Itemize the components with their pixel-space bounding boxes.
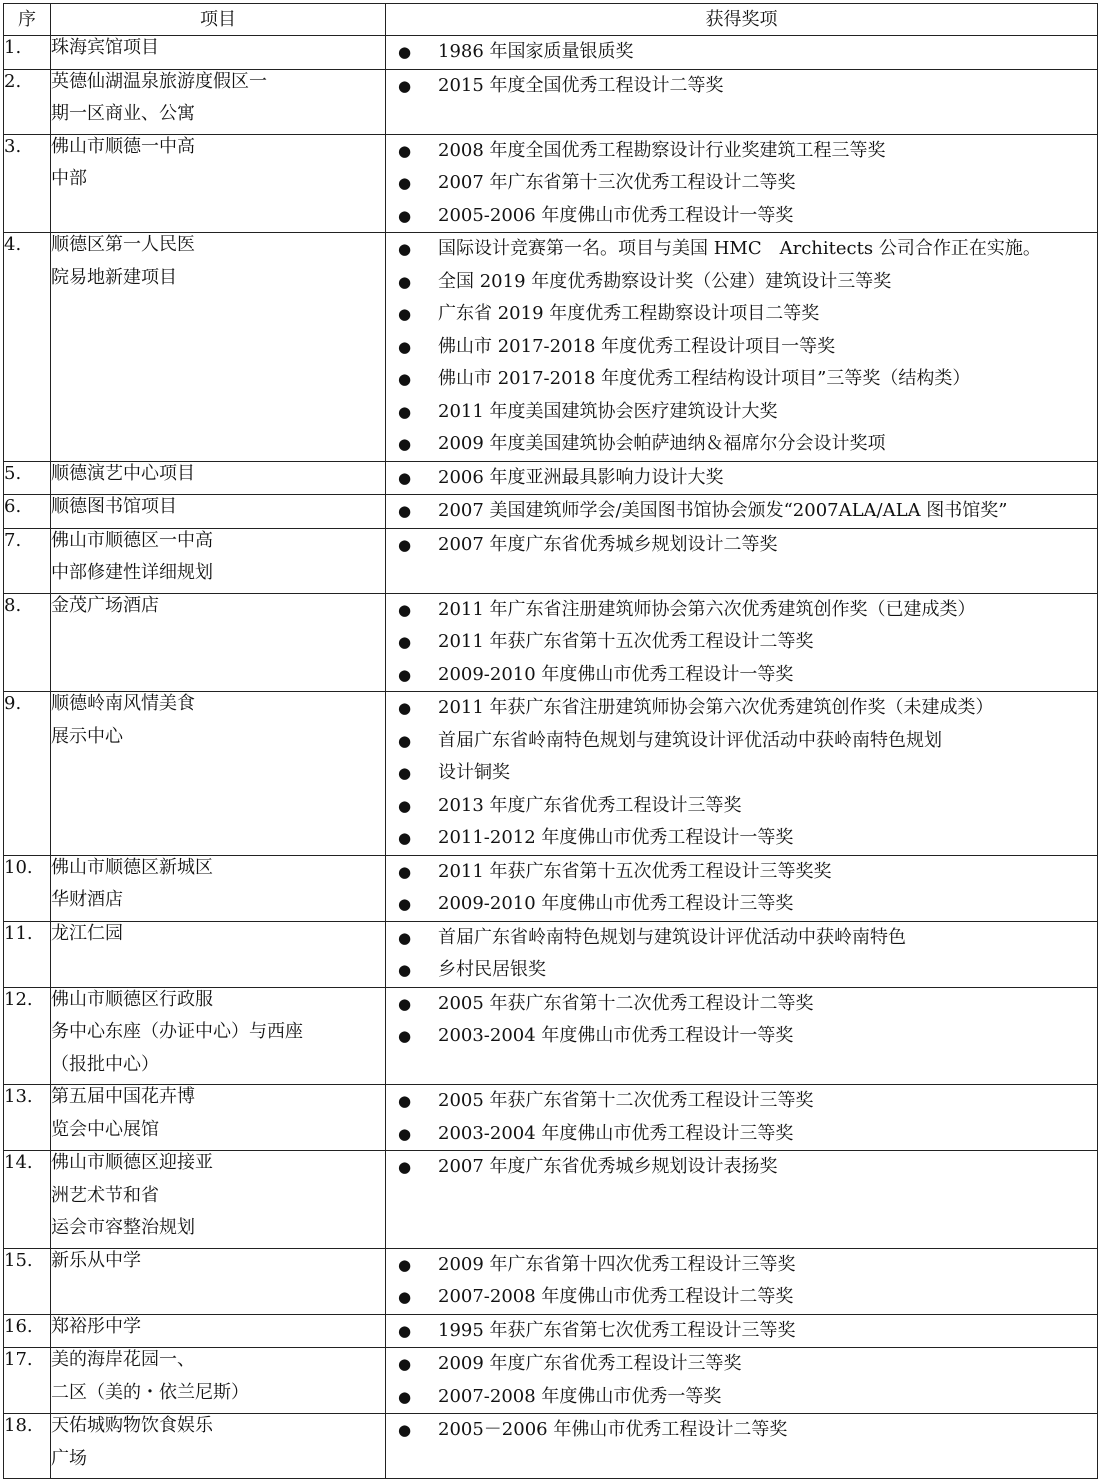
- awards-list: [386, 70, 1097, 103]
- project-name: [51, 1414, 386, 1479]
- project-name-text: 佛山市顺德区行政服 务中心东座（办证中心）与西座 （报批中心）: [51, 988, 303, 1075]
- award-text: 2013 年度广东省优秀工程设计三等奖: [438, 794, 742, 816]
- project-name-text: 佛山市顺德区迎接亚 洲艺术节和省 运会市容整治规划: [51, 1152, 213, 1238]
- award-item: [386, 331, 1097, 364]
- project-name-text: 龙江仁园: [51, 922, 123, 944]
- bullet-icon: ●: [398, 1027, 412, 1045]
- project-name: [51, 1248, 386, 1314]
- award-text: 2007 年度广东省优秀城乡规划设计二等奖: [438, 533, 778, 555]
- project-name: [51, 987, 386, 1085]
- project-name-text: 顺德演艺中心项目: [51, 462, 195, 484]
- bullet-icon: ●: [398, 141, 412, 160]
- awards-list: [386, 529, 1097, 562]
- row-number: 14.: [4, 1151, 51, 1249]
- award-item: [386, 856, 1097, 889]
- award-text: 2011 年获广东省第十五次优秀工程设计二等奖: [438, 631, 814, 652]
- award-item: [386, 396, 1097, 429]
- table-row: [4, 36, 1098, 70]
- row-number: 8.: [4, 593, 51, 692]
- awards-cell: [386, 692, 1098, 856]
- bullet-icon: ●: [398, 272, 412, 291]
- table-row: [4, 528, 1098, 593]
- award-item: [386, 167, 1097, 200]
- award-item: [386, 1315, 1097, 1348]
- awards-list: [386, 1151, 1097, 1184]
- award-item: [386, 266, 1097, 299]
- header-awards: 获得奖项: [386, 4, 1098, 36]
- awards-list: [386, 1348, 1097, 1413]
- awards-cell: [386, 593, 1098, 692]
- award-item: [386, 1151, 1097, 1184]
- project-name: [51, 495, 386, 529]
- award-item: [386, 790, 1097, 823]
- award-text: 首届广东省岭南特色规划与建筑设计评优活动中获岭南特色规划: [438, 729, 942, 751]
- award-text: 2005－2006 年佛山市优秀工程设计二等奖: [438, 1419, 788, 1440]
- award-item: [386, 70, 1097, 103]
- header-no: 序: [4, 4, 51, 36]
- table-header: [4, 4, 1098, 36]
- row-number: 2.: [4, 69, 51, 134]
- award-item: [386, 822, 1097, 855]
- awards-cell: [386, 855, 1098, 921]
- awards-cell: [386, 1348, 1098, 1414]
- project-name: [51, 921, 386, 987]
- row-number: 1.: [4, 36, 51, 70]
- awards-list: [386, 462, 1097, 495]
- bullet-icon: ●: [398, 895, 412, 913]
- bullet-icon: ●: [398, 1321, 412, 1340]
- bullet-icon: ●: [398, 699, 412, 717]
- bullet-icon: ●: [398, 1387, 412, 1406]
- award-text: 2009 年度美国建筑协会帕萨迪纳＆福席尔分会设计奖项: [438, 433, 886, 454]
- award-item: [386, 200, 1097, 233]
- award-text: 1995 年获广东省第七次优秀工程设计三等奖: [438, 1319, 796, 1341]
- project-name-text: 佛山市顺德区一中高 中部修建性详细规划: [51, 529, 213, 583]
- project-name-text: 天佑城购物饮食娱乐 广场: [51, 1415, 213, 1469]
- bullet-icon: ●: [398, 862, 412, 881]
- bullet-icon: ●: [398, 240, 412, 258]
- row-number: 9.: [4, 692, 51, 856]
- award-text: 2009 年度广东省优秀工程设计三等奖: [438, 1353, 742, 1374]
- awards-cell: [386, 528, 1098, 593]
- award-item: [386, 1381, 1097, 1414]
- award-item: [386, 626, 1097, 659]
- bullet-icon: ●: [398, 206, 412, 225]
- table-row: [4, 921, 1098, 987]
- awards-cell: [386, 1248, 1098, 1314]
- bullet-icon: ●: [398, 600, 412, 619]
- award-item: [386, 428, 1097, 461]
- awards-list: [386, 692, 1097, 855]
- award-item: [386, 363, 1097, 396]
- award-item: [386, 36, 1097, 69]
- awards-cell: [386, 987, 1098, 1085]
- row-number: 18.: [4, 1414, 51, 1479]
- award-text: 国际设计竞赛第一名。项目与美国 HMC Architects 公司合作正在实施。: [438, 238, 1041, 259]
- project-name-text: 美的海岸花园一、 二区（美的・依兰尼斯）: [51, 1349, 249, 1403]
- table-body: [4, 36, 1098, 1479]
- row-number: 4.: [4, 233, 51, 462]
- awards-list: [386, 1315, 1097, 1348]
- bullet-icon: ●: [398, 535, 412, 554]
- award-item: [386, 757, 1097, 790]
- row-number: 6.: [4, 495, 51, 529]
- award-item: [386, 495, 1097, 528]
- row-number: 13.: [4, 1085, 51, 1151]
- award-text: 2005 年获广东省第十二次优秀工程设计三等奖: [438, 1090, 814, 1111]
- row-number: 11.: [4, 921, 51, 987]
- bullet-icon: ●: [398, 43, 412, 61]
- bullet-icon: ●: [398, 1421, 412, 1439]
- row-number: 16.: [4, 1314, 51, 1348]
- project-name: [51, 1348, 386, 1414]
- award-text: 2015 年度全国优秀工程设计二等奖: [438, 74, 724, 96]
- bullet-icon: ●: [398, 402, 412, 421]
- table-row: [4, 69, 1098, 134]
- awards-cell: [386, 1085, 1098, 1151]
- award-text: 2011-2012 年度佛山市优秀工程设计一等奖: [438, 827, 794, 848]
- row-number: 5.: [4, 461, 51, 495]
- row-number: 15.: [4, 1248, 51, 1314]
- award-item: [386, 135, 1097, 168]
- bullet-icon: ●: [398, 1355, 412, 1373]
- awards-cell: [386, 36, 1098, 70]
- awards-list: [386, 1085, 1097, 1150]
- project-name: [51, 1085, 386, 1151]
- project-name-text: 第五届中国花卉博 览会中心展馆: [51, 1086, 195, 1140]
- project-name-text: 珠海宾馆项目: [51, 37, 159, 58]
- awards-cell: [386, 69, 1098, 134]
- award-item: [386, 298, 1097, 331]
- awards-list: [386, 1414, 1097, 1447]
- project-name: [51, 1151, 386, 1249]
- award-text: 首届广东省岭南特色规划与建筑设计评优活动中获岭南特色: [438, 926, 906, 948]
- award-item: [386, 233, 1097, 266]
- table-row: [4, 1085, 1098, 1151]
- bullet-icon: ●: [398, 305, 412, 323]
- awards-list: [386, 922, 1097, 987]
- project-name: [51, 528, 386, 593]
- award-item: [386, 594, 1097, 627]
- project-name-text: 顺德岭南风情美食 展示中心: [51, 693, 195, 747]
- bullet-icon: ●: [398, 1288, 412, 1306]
- awards-list: [386, 135, 1097, 233]
- project-name: [51, 233, 386, 462]
- table-row: [4, 1314, 1098, 1348]
- project-name: [51, 461, 386, 495]
- table-row: [4, 692, 1098, 856]
- awards-table: [3, 3, 1098, 1479]
- project-name-text: 金茂广场酒店: [51, 594, 159, 616]
- award-text: 2005-2006 年度佛山市优秀工程设计一等奖: [438, 204, 794, 226]
- award-item: [386, 1249, 1097, 1282]
- project-name: [51, 134, 386, 233]
- awards-list: [386, 988, 1097, 1053]
- project-name: [51, 692, 386, 856]
- bullet-icon: ●: [398, 76, 412, 95]
- project-name-text: 佛山市顺德区新城区 华财酒店: [51, 856, 213, 910]
- award-text: 广东省 2019 年度优秀工程勘察设计项目二等奖: [438, 303, 820, 324]
- bullet-icon: ●: [398, 796, 412, 815]
- project-name-text: 新乐从中学: [51, 1249, 141, 1271]
- table-row: [4, 1414, 1098, 1479]
- awards-cell: [386, 461, 1098, 495]
- awards-cell: [386, 233, 1098, 462]
- table-row: [4, 1151, 1098, 1249]
- award-text: 2008 年度全国优秀工程勘察设计行业奖建筑工程三等奖: [438, 139, 886, 161]
- award-text: 2005 年获广东省第十二次优秀工程设计二等奖: [438, 992, 814, 1014]
- header-project: 项目: [51, 4, 386, 36]
- award-text: 2007-2008 年度佛山市优秀工程设计二等奖: [438, 1286, 794, 1307]
- award-item: [386, 1348, 1097, 1381]
- table-row: [4, 1248, 1098, 1314]
- table-row: [4, 855, 1098, 921]
- bullet-icon: ●: [398, 731, 412, 750]
- project-name: [51, 1314, 386, 1348]
- award-item: [386, 462, 1097, 495]
- bullet-icon: ●: [398, 1124, 412, 1143]
- awards-cell: [386, 1414, 1098, 1479]
- award-text: 1986 年国家质量银质奖: [438, 41, 634, 62]
- project-name: [51, 593, 386, 692]
- awards-list: [386, 233, 1097, 461]
- award-text: 2009-2010 年度佛山市优秀工程设计三等奖: [438, 893, 794, 914]
- award-item: [386, 988, 1097, 1021]
- awards-list: [386, 495, 1097, 528]
- bullet-icon: ●: [398, 502, 412, 520]
- bullet-icon: ●: [398, 468, 412, 487]
- project-name-text: 顺德区第一人民医 院易地新建项目: [51, 234, 195, 288]
- project-name: [51, 36, 386, 70]
- table-row: [4, 461, 1098, 495]
- award-text: 2011 年获广东省注册建筑师协会第六次优秀建筑创作奖（未建成类）: [438, 697, 994, 718]
- project-name-text: 佛山市顺德一中高 中部: [51, 135, 195, 189]
- table-row: [4, 987, 1098, 1085]
- award-item: [386, 1085, 1097, 1118]
- table-row: [4, 593, 1098, 692]
- bullet-icon: ●: [398, 633, 412, 651]
- row-number: 10.: [4, 855, 51, 921]
- awards-cell: [386, 921, 1098, 987]
- award-text: 全国 2019 年度优秀勘察设计奖（公建）建筑设计三等奖: [438, 270, 892, 292]
- award-text: 2011 年广东省注册建筑师协会第六次优秀建筑创作奖（已建成类）: [438, 598, 976, 620]
- award-text: 2009 年广东省第十四次优秀工程设计三等奖: [438, 1253, 796, 1275]
- award-item: [386, 922, 1097, 955]
- award-text: 2011 年度美国建筑协会医疗建筑设计大奖: [438, 400, 778, 422]
- award-text: 2003-2004 年度佛山市优秀工程设计一等奖: [438, 1025, 794, 1046]
- awards-list: [386, 594, 1097, 692]
- award-text: 2006 年度亚洲最具影响力设计大奖: [438, 466, 724, 488]
- award-item: [386, 1414, 1097, 1447]
- awards-list: [386, 1249, 1097, 1314]
- bullet-icon: ●: [398, 435, 412, 453]
- award-text: 2007 美国建筑师学会/美国图书馆协会颁发“2007ALA/ALA 图书馆奖”: [438, 500, 1008, 521]
- award-text: 2011 年获广东省第十五次优秀工程设计三等奖奖: [438, 860, 832, 882]
- awards-list: [386, 856, 1097, 921]
- award-text: 佛山市 2017-2018 年度优秀工程设计项目一等奖: [438, 335, 836, 357]
- award-text: 2003-2004 年度佛山市优秀工程设计三等奖: [438, 1122, 794, 1144]
- project-name: [51, 69, 386, 134]
- award-item: [386, 888, 1097, 921]
- award-text: 2007 年度广东省优秀城乡规划设计表扬奖: [438, 1156, 778, 1177]
- row-number: 7.: [4, 528, 51, 593]
- project-name-text: 英德仙湖温泉旅游度假区一 期一区商业、公寓: [51, 70, 267, 124]
- table-row: [4, 134, 1098, 233]
- bullet-icon: ●: [398, 1158, 412, 1176]
- bullet-icon: ●: [398, 829, 412, 847]
- bullet-icon: ●: [398, 961, 412, 979]
- awards-list: [386, 36, 1097, 69]
- table-row: [4, 495, 1098, 529]
- award-text: 2009-2010 年度佛山市优秀工程设计一等奖: [438, 663, 794, 685]
- awards-cell: [386, 134, 1098, 233]
- award-text: 2007 年广东省第十三次优秀工程设计二等奖: [438, 172, 796, 193]
- project-name-text: 顺德图书馆项目: [51, 496, 177, 517]
- awards-cell: [386, 1151, 1098, 1249]
- bullet-icon: ●: [398, 928, 412, 947]
- award-text: 设计铜奖: [438, 762, 510, 783]
- bullet-icon: ●: [398, 337, 412, 356]
- bullet-icon: ●: [398, 174, 412, 192]
- award-item: [386, 725, 1097, 758]
- project-name: [51, 855, 386, 921]
- bullet-icon: ●: [398, 994, 412, 1013]
- header-row: [4, 4, 1098, 36]
- project-name-text: 郑裕彤中学: [51, 1315, 141, 1337]
- award-item: [386, 954, 1097, 987]
- table-row: [4, 233, 1098, 462]
- bullet-icon: ●: [398, 665, 412, 684]
- row-number: 17.: [4, 1348, 51, 1414]
- award-text: 2007-2008 年度佛山市优秀一等奖: [438, 1385, 722, 1407]
- bullet-icon: ●: [398, 1255, 412, 1274]
- award-item: [386, 1281, 1097, 1314]
- award-item: [386, 692, 1097, 725]
- awards-cell: [386, 495, 1098, 529]
- award-item: [386, 529, 1097, 562]
- row-number: 3.: [4, 134, 51, 233]
- table-row: [4, 1348, 1098, 1414]
- row-number: 12.: [4, 987, 51, 1085]
- award-text: 乡村民居银奖: [438, 959, 546, 980]
- award-item: [386, 659, 1097, 692]
- bullet-icon: ●: [398, 1092, 412, 1110]
- award-text: 佛山市 2017-2018 年度优秀工程结构设计项目”三等奖（结构类）: [438, 368, 971, 389]
- bullet-icon: ●: [398, 764, 412, 782]
- awards-cell: [386, 1314, 1098, 1348]
- bullet-icon: ●: [398, 370, 412, 388]
- award-item: [386, 1020, 1097, 1053]
- award-item: [386, 1118, 1097, 1151]
